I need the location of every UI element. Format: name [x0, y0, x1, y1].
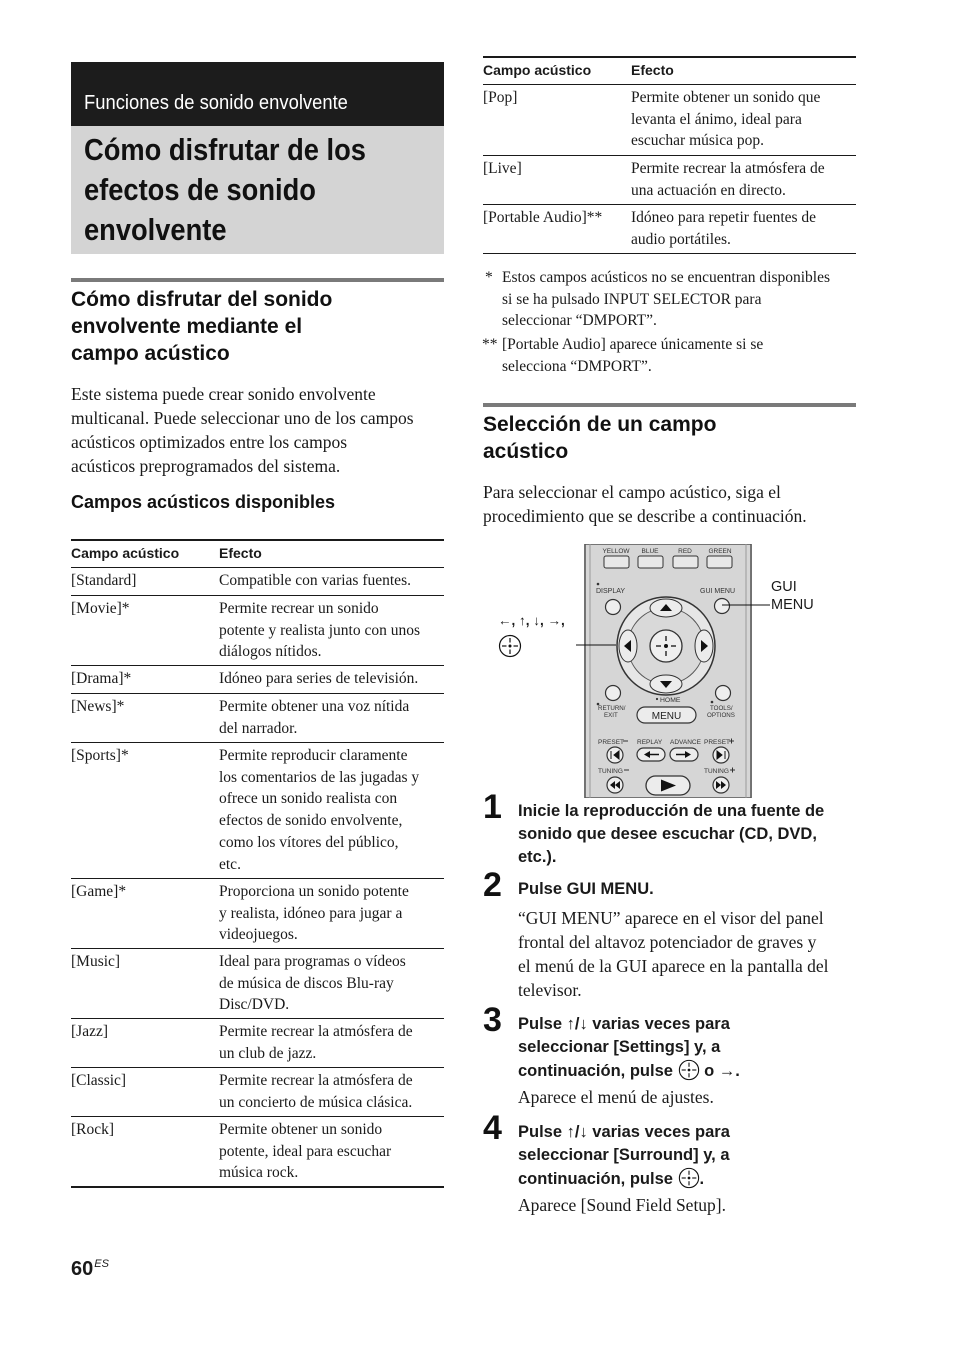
red-button[interactable] [673, 556, 698, 568]
table-row: [Game]* Proporciona un sonido potente y realista, idóneo para jugar a videojuegos. [71, 879, 444, 949]
step-4-instruction: Pulse ↑/↓ varias veces para seleccionar [Surround] y, a continuación, pulse . [518, 1123, 730, 1188]
enter-icon [678, 1059, 700, 1081]
tools-button[interactable] [716, 686, 731, 701]
table-row: [Rock] Permite obtener un sonido potente, ideal para escuchar música rock. [71, 1117, 444, 1188]
right-heading: Selección de un campo acústico [483, 413, 717, 463]
tuning-plus-label: TUNING [704, 768, 729, 775]
table-row: [Standard] Compatible con varias fuentes. [71, 568, 444, 596]
home-label: HOME [660, 697, 681, 704]
callout-lines [570, 590, 770, 660]
section-title: Funciones de sonido envolvente [84, 92, 348, 114]
heading-rule [483, 403, 856, 407]
return-label: RETURN/ [598, 705, 626, 712]
table-row: [Pop] Permite obtener un sonido que levanta el ánimo, ideal para escuchar música pop. [483, 85, 856, 156]
step-4-description: Aparece [Sound Field Setup]. [518, 1195, 727, 1215]
table-header: Campo acústico Efecto [71, 541, 444, 568]
intro-paragraph: Este sistema puede crear sonido envolvente multicanal. Puede seleccionar uno de los campos acústicos optimizados entre los campos acústicos preprogramados del sistema. [71, 384, 414, 476]
options-label: OPTIONS [707, 712, 735, 719]
heading-rule [71, 278, 444, 282]
table-header: Campo acústico Efecto [483, 58, 856, 85]
enter-icon [678, 1167, 700, 1189]
step-number: 2 [483, 866, 502, 904]
sound-field-table [71, 539, 444, 1188]
table-row: [Sports]* Permite reproducir claramente los comentarios de las jugadas y ofrece un sonido realista con efectos de sonido envolvente, como los vítores del público, etc. [71, 743, 444, 879]
menu-label: MENU [651, 711, 682, 722]
step-3-instruction: Pulse ↑/↓ varias veces para seleccionar [Settings] y, a continuación, pulse o →. [518, 1015, 740, 1080]
display-label: DISPLAY [596, 588, 626, 595]
left-heading: Cómo disfrutar del sonido envolvente mediante el campo acústico [71, 288, 333, 365]
tuning-minus-label: TUNING [598, 768, 623, 775]
blue-button[interactable] [638, 556, 663, 568]
table-row: [Movie]* Permite recrear un sonido potente y realista junto con unos diálogos nítidos. [71, 596, 444, 666]
sound-field-table-continued [483, 56, 856, 254]
step-number: 3 [483, 1001, 502, 1039]
advance-label: ADVANCE [670, 739, 701, 746]
table-row: [Drama]* Idóneo para series de televisión. [71, 666, 444, 694]
step-number: 4 [483, 1109, 502, 1147]
step-3-description: Aparece el menú de ajustes. [518, 1087, 714, 1107]
green-button[interactable] [707, 556, 732, 568]
gui-menu-label: GUI MENU [700, 588, 735, 595]
subheading: Campos acústicos disponibles [71, 492, 336, 512]
preset-plus-label: PRESET [704, 739, 731, 746]
step-1-instruction: Inicie la reproducción de una fuente de sonido que desee escuchar (CD, DVD, etc.). [518, 802, 825, 866]
callout-arrow-keys: ←, ↑, ↓, →, [498, 613, 565, 628]
table-row: [Portable Audio]** Idóneo para repetir fuentes de audio portátiles. [483, 205, 856, 254]
green-label: GREEN [708, 548, 732, 555]
table-row: [Music] Ideal para programas o vídeos de música de discos Blu-ray Disc/DVD. [71, 949, 444, 1019]
return-button[interactable] [606, 686, 621, 701]
red-label: RED [678, 548, 692, 555]
page-number: $60^{ES}$ [71, 1258, 109, 1280]
table-row: [Classic] Permite recrear la atmósfera de un concierto de música clásica. [71, 1068, 444, 1117]
preset-minus-label: PRESET [598, 739, 625, 746]
table-row: [Jazz] Permite recrear la atmósfera de un club de jazz. [71, 1019, 444, 1068]
table-row: [Live] Permite recrear la atmósfera de una actuación en directo. [483, 156, 856, 205]
replay-label: REPLAY [637, 739, 663, 746]
table-row: [News]* Permite obtener una voz nítida del narrador. [71, 694, 444, 743]
step-number: 1 [483, 788, 502, 826]
yellow-label: YELLOW [602, 548, 630, 555]
procedure-intro: Para seleccionar el campo acústico, siga el procedimiento que se describe a continuación. [483, 482, 807, 526]
enter-icon [498, 634, 522, 658]
tools-label: TOOLS/ [710, 705, 733, 712]
remote-control-illustration [584, 544, 752, 798]
exit-label: EXIT [604, 712, 618, 719]
blue-label: BLUE [641, 548, 659, 555]
callout-gui-menu: GUI MENU [771, 579, 814, 613]
page-title: Cómo disfrutar de los efectos de sonido envolvente [84, 132, 366, 247]
step-2-description: “GUI MENU” aparece en el visor del panel frontal del altavoz potenciador de graves y el menú de la GUI aparece en la pantalla del televisor. [518, 908, 829, 1000]
yellow-button[interactable] [604, 556, 629, 568]
step-2-instruction: Pulse GUI MENU. [518, 880, 654, 898]
